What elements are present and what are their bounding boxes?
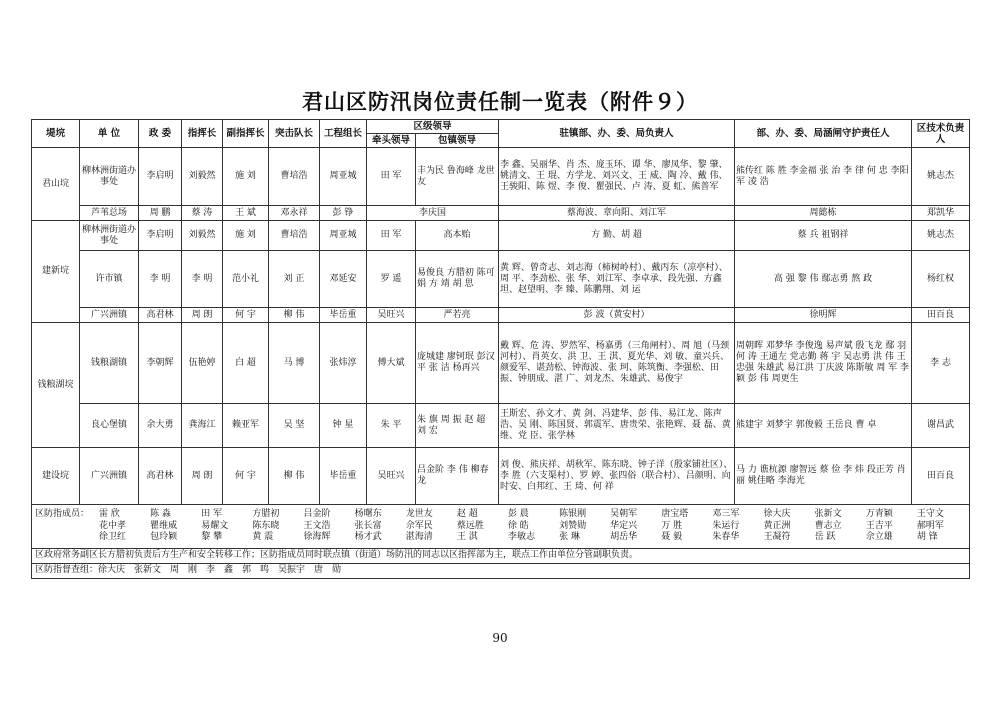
commander-cell: 蔡 涛 — [182, 206, 223, 221]
table-row — [32, 308, 970, 323]
engineer-cell: 钟 星 — [320, 404, 367, 448]
member-name: 曹志立 — [814, 520, 842, 531]
sluice-cell: 熊建宇 刘梦宇 郭俊毅 王岳良 曹 卓 — [735, 404, 912, 448]
lead-town-cell: 丰为民 鲁海峰 龙世友 — [416, 148, 499, 206]
members-grid — [35, 509, 966, 544]
member-name: 方腊初 — [252, 509, 280, 520]
lead-head-cell: 田 军 — [367, 148, 416, 206]
assault-cell: 吴 坚 — [269, 404, 320, 448]
member-name: 胡岳华 — [610, 532, 638, 543]
table-row — [32, 323, 970, 404]
member-name: 陈银刚 — [559, 509, 587, 520]
members-spacer — [35, 521, 97, 533]
table-row — [32, 221, 970, 251]
sluice-cell: 徐明辉 — [735, 308, 912, 323]
member-name: 赵 超 — [456, 509, 478, 520]
header-district-leaders: 区级领导 — [367, 120, 499, 134]
member-name: 佘立雄 — [865, 532, 893, 543]
note-cell: 区政府常务副区长方腊初负责后方生产和安全转移工作；区防指成员同时联点镇（街道）场防汛的同志以区指挥部为主，联点工作由单位分管副职负责。 — [32, 549, 970, 564]
member-name: 万青颖 — [865, 509, 893, 520]
member-name: 吴朝军 — [610, 509, 638, 520]
assault-cell: 曹培浩 — [269, 148, 320, 206]
page-title: 君山区防汛岗位责任制一览表（附件９） — [302, 90, 698, 114]
member-name: 佘军民 — [405, 520, 433, 531]
member-name: 陈东晓 — [252, 520, 280, 531]
member-name: 岳 跃 — [814, 532, 836, 543]
lead-head-cell: 傅大斌 — [367, 323, 416, 404]
lead-town-cell: 庞城建 廖钶珉 彭汉平 张 洁 杨再兴 — [416, 323, 499, 404]
table-row — [32, 148, 970, 206]
lead-town-cell: 朱 旗 周 振 赵 超 刘 宏 — [416, 404, 499, 448]
member-name: 徐海辉 — [303, 532, 331, 543]
member-name: 蔡远胜 — [456, 520, 484, 531]
sluice-cell: 周懿栋 — [735, 206, 912, 221]
table-row — [32, 206, 970, 221]
commander-cell: 周 朗 — [182, 308, 223, 323]
district-cell: 建设垸 — [32, 448, 80, 505]
member-name: 李敏志 — [507, 532, 535, 543]
deputy-cell: 白 超 — [223, 323, 269, 404]
deputy-cell: 范小礼 — [223, 251, 269, 308]
engineer-cell: 邓延安 — [320, 251, 367, 308]
resident-cell: 蔡海波、章向阳、刘江军 — [499, 206, 735, 221]
commissar-cell: 李朝辉 — [139, 323, 182, 404]
member-name: 吕金阶 — [303, 509, 331, 520]
member-name: 邓三军 — [712, 509, 740, 520]
header-commander: 指挥长 — [182, 120, 223, 148]
engineer-cell: 彭 铮 — [320, 206, 367, 221]
lead-merged-cell: 李庆国 — [367, 206, 499, 221]
district-cell: 建新垸 — [32, 221, 80, 323]
lead-town-cell: 严若亮 — [416, 308, 499, 323]
member-name: 王文浩 — [303, 520, 331, 531]
member-name: 黎 攀 — [201, 532, 223, 543]
header-deputy-commander: 副指挥长 — [223, 120, 269, 148]
lead-head-cell: 罗 遥 — [367, 251, 416, 308]
member-name: 王凝符 — [763, 532, 791, 543]
commander-cell: 周 朗 — [182, 448, 223, 505]
member-name: 花中孝 — [99, 520, 127, 531]
lead-town-cell: 高本贻 — [416, 221, 499, 251]
tech-cell: 李 志 — [912, 323, 970, 404]
member-name: 彭 晨 — [507, 509, 529, 520]
resident-cell: 彭 波（黄安村） — [499, 308, 735, 323]
unit-cell: 广兴洲镇 — [80, 448, 139, 505]
resident-cell: 刘 俊、熊庆祥、胡秋军、陈东晓、钟子洋（殷家铺社区）、李 胜（六支渠村）、罗 婷、张四俗（联合村）、吕颜明、向时安、白邦红、王 琦、何 祥 — [499, 448, 735, 505]
tech-cell: 杨红权 — [912, 251, 970, 308]
member-name: 杨才武 — [354, 532, 382, 543]
header-assault-captain: 突击队长 — [269, 120, 320, 148]
sluice-cell: 周朝晖 邓梦华 李俊逸 易声斌 殷飞龙 鄢 羽 何 涛 王通左 党志勤 蒋 宇 吴志勇 洪 伟 王忠强 朱雄武 易江洪 丁庆波 陈斯敏 周 军 李 颖 彭 伟 周更生 — [735, 323, 912, 404]
commander-cell: 龚海江 — [182, 404, 223, 448]
supervise-cell: 区防指督查组：徐大庆 张新文 周 刚 李 鑫 郭 鸣 吴振宇 唐 勋 — [32, 564, 970, 579]
lead-head-cell: 吴旺兴 — [367, 308, 416, 323]
deputy-cell: 施 刘 — [223, 221, 269, 251]
tech-cell: 田百良 — [912, 448, 970, 505]
unit-cell: 广兴洲镇 — [80, 308, 139, 323]
header-resident-officials: 驻镇部、办、委、局负责人 — [499, 120, 735, 148]
engineer-cell: 周亚城 — [320, 148, 367, 206]
member-name: 瞿维威 — [150, 520, 178, 531]
member-name: 王守文 — [916, 509, 944, 520]
unit-cell: 芦苇总场 — [80, 206, 139, 221]
member-name: 王吉平 — [865, 520, 893, 531]
district-cell: 钱粮湖垸 — [32, 323, 80, 448]
assault-cell: 刘 正 — [269, 251, 320, 308]
unit-cell: 柳林洲街道办事处 — [80, 221, 139, 251]
member-name: 唐宝塔 — [661, 509, 689, 520]
member-name: 徐卫红 — [99, 532, 127, 543]
member-name: 徐 皓 — [507, 520, 529, 531]
member-name: 华定兴 — [610, 520, 638, 531]
unit-cell: 良心堡镇 — [80, 404, 139, 448]
member-name: 徐大庆 — [763, 509, 791, 520]
member-name: 胡 锋 — [916, 532, 938, 543]
commissar-cell: 李启明 — [139, 221, 182, 251]
table-row — [32, 251, 970, 308]
page-number: 90 — [492, 631, 508, 645]
lead-head-cell: 吴旺兴 — [367, 448, 416, 505]
member-name: 王 淇 — [456, 532, 478, 543]
tech-cell: 田百良 — [912, 308, 970, 323]
table-row — [32, 404, 970, 448]
engineer-cell: 毕岳重 — [320, 308, 367, 323]
tech-cell: 郑凯华 — [912, 206, 970, 221]
assault-cell: 马 博 — [269, 323, 320, 404]
assault-cell: 邓永祥 — [269, 206, 320, 221]
member-name: 朱运行 — [712, 520, 740, 531]
commissar-cell: 李启明 — [139, 148, 182, 206]
member-name: 黄正洲 — [763, 520, 791, 531]
resident-cell: 李 鑫、吴丽华、肖 杰、庞玉环、谭 华、廖凤华、黎 肇、姚清文、王 琨、方学龙、刘兴文、王 威、陶 冷、戴 伟、王骏阳、陈 煜、李 俊、瞿强民、卢 涛、夏 虹、熊普军 — [499, 148, 735, 206]
member-name: 龙世友 — [405, 509, 433, 520]
unit-cell: 许市镇 — [80, 251, 139, 308]
deputy-cell: 何 宇 — [223, 308, 269, 323]
sluice-cell: 蔡 兵 祖钢祥 — [735, 221, 912, 251]
member-name: 张新文 — [814, 509, 842, 520]
commander-cell: 李 明 — [182, 251, 223, 308]
members-row — [32, 505, 970, 549]
header-district: 堤垸 — [32, 120, 80, 148]
engineer-cell: 周亚城 — [320, 221, 367, 251]
assault-cell: 柳 伟 — [269, 448, 320, 505]
lead-town-cell: 易俊良 方腊初 陈可娟 方 靖 胡 思 — [416, 251, 499, 308]
table-row — [32, 448, 970, 505]
deputy-cell: 施 刘 — [223, 148, 269, 206]
member-name: 刘赞勋 — [559, 520, 587, 531]
header-engineering-leader: 工程组长 — [320, 120, 367, 148]
header-lead-head: 牵头领导 — [367, 134, 416, 148]
tech-cell: 谢昌武 — [912, 404, 970, 448]
assault-cell: 柳 伟 — [269, 308, 320, 323]
lead-head-cell: 朱 平 — [367, 404, 416, 448]
deputy-cell: 赖亚军 — [223, 404, 269, 448]
commander-cell: 刘毅然 — [182, 148, 223, 206]
member-name: 郝明军 — [916, 520, 944, 531]
tech-cell: 姚志杰 — [912, 221, 970, 251]
unit-cell: 柳林洲街道办事处 — [80, 148, 139, 206]
engineer-cell: 毕岳重 — [320, 448, 367, 505]
header-sluice-guardians: 部、办、委、局涵闸守护责任人 — [735, 120, 912, 148]
member-name: 湛海清 — [405, 532, 433, 543]
district-cell: 君山垸 — [32, 148, 80, 221]
resident-cell: 戴 辉、危 涛、罗然军、杨嘉勇（三角闸村）、周 旭（马颈河村）、肖英女、洪 卫、王 淇、夏光华、刘 敏、童兴兵、颜爱军、谌劲松、钟海波、张 珂、陈筑衡、李强松、田 振、钟朋成、湛 广、刘龙杰、朱雄武、易俊宇 — [499, 323, 735, 404]
member-name: 万 胜 — [661, 520, 683, 531]
members-cell — [32, 505, 970, 549]
resident-cell: 方 勤、胡 超 — [499, 221, 735, 251]
members-spacer — [35, 532, 97, 544]
sluice-cell: 高 强 黎 伟 鄢志勇 熬 政 — [735, 251, 912, 308]
member-name: 包玲颖 — [150, 532, 178, 543]
lead-head-cell: 田 军 — [367, 221, 416, 251]
deputy-cell: 王 斌 — [223, 206, 269, 221]
member-name: 朱春华 — [712, 532, 740, 543]
member-name: 张长富 — [354, 520, 382, 531]
commissar-cell: 高君林 — [139, 308, 182, 323]
member-name: 田 军 — [201, 509, 223, 520]
header-technical-lead: 区技术负责人 — [912, 120, 970, 148]
sluice-cell: 熊传红 陈 胜 李金福 张 治 李 律 何 忠 李阳军 凌 浩 — [735, 148, 912, 206]
commissar-cell: 高君林 — [139, 448, 182, 505]
commissar-cell: 周 鹏 — [139, 206, 182, 221]
commissar-cell: 李 明 — [139, 251, 182, 308]
responsibility-table — [31, 119, 970, 579]
lead-town-cell: 吕金阶 李 伟 柳春龙 — [416, 448, 499, 505]
member-name: 张 琳 — [559, 532, 580, 543]
member-name: 雷 欣 — [99, 509, 120, 520]
commissar-cell: 余大勇 — [139, 404, 182, 448]
members-label: 区防指成员： — [35, 509, 90, 520]
commander-cell: 刘毅然 — [182, 221, 223, 251]
engineer-cell: 张炜淳 — [320, 323, 367, 404]
assault-cell: 曹培浩 — [269, 221, 320, 251]
member-name: 杨曙东 — [354, 509, 382, 520]
supervise-row — [32, 564, 970, 579]
sluice-cell: 马 力 谯杭源 廖智远 蔡 俭 李 炜 段正芳 肖 丽 姚佳略 李海光 — [735, 448, 912, 505]
commander-cell: 伍艳婷 — [182, 323, 223, 404]
resident-cell: 王斯宏、孙文才、黄 剑、冯建华、彭 伟、易江龙、陈声浩、吴 刚、陈国贤、郭震军、唐贵荣、张艳辉、聂 磊、黄 维、党 臣、张学林 — [499, 404, 735, 448]
resident-cell: 黄 辉、曾奇志、刘志海（柿树岭村）、戴丙东（凉亭村）、周 平、李劲松、张 华、刘江军、李卓承、段先强、方鑫坦、赵望明、李 臻、陈鹏翔、刘 运 — [499, 251, 735, 308]
member-name: 易耀文 — [201, 520, 229, 531]
member-name: 聂 毅 — [661, 532, 683, 543]
note-row — [32, 549, 970, 564]
member-name: 黄 震 — [252, 532, 274, 543]
tech-cell: 姚志杰 — [912, 148, 970, 206]
header-commissar: 政 委 — [139, 120, 182, 148]
header-unit: 单 位 — [80, 120, 139, 148]
member-name: 陈 淼 — [150, 509, 171, 520]
unit-cell: 钱粮湖镇 — [80, 323, 139, 404]
deputy-cell: 何 宇 — [223, 448, 269, 505]
header-lead-town: 包镇领导 — [416, 134, 499, 148]
